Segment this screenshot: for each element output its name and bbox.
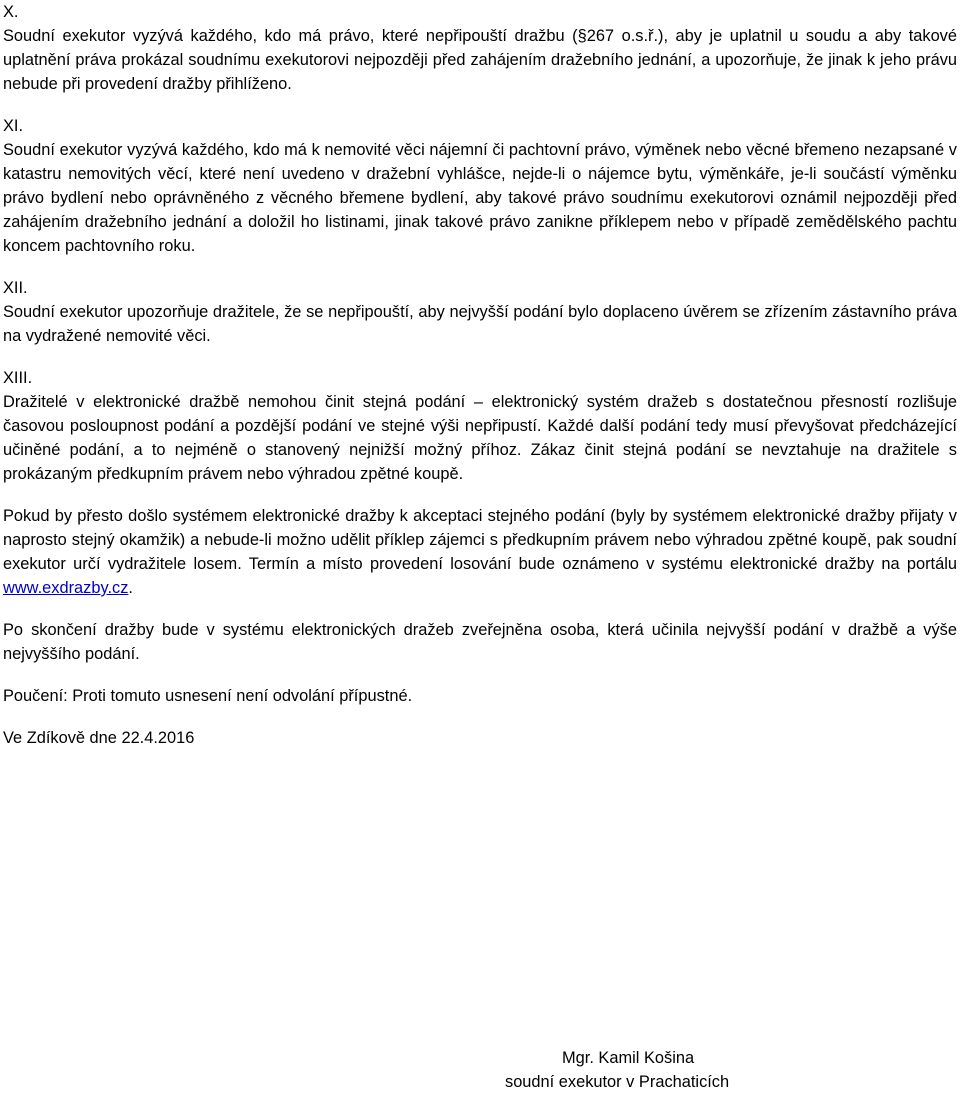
signature-role: soudní exekutor v Prachaticích: [505, 1073, 730, 1091]
section-heading: XIII.: [3, 369, 33, 387]
publication-paragraph: [3, 618, 957, 666]
section-heading: XI.: [3, 117, 24, 135]
section-xi: [3, 114, 957, 258]
signature-block: [505, 1046, 729, 1094]
section-heading: X.: [3, 3, 19, 21]
lottery-text: Pokud by přesto došlo systémem elektronické dražby k akceptaci stejného podání (byly by systémem elektronické dražby přijaty v naprosto stejný okamžik) a nebude-li možno udělit příklep zájemci s předkupním právem nebo výhradou zpětné koupě, pak soudní exekutor určí vydražitele losem. Termín a místo provedení losování bude oznámeno v systému elektronické dražby na portálu: [3, 507, 957, 573]
section-xiii: [3, 366, 957, 486]
signature-name: Mgr. Kamil Košina: [562, 1049, 695, 1067]
lottery-paragraph: [3, 504, 957, 600]
section-text: Soudní exekutor upozorňuje dražitele, že se nepřipouští, aby nejvyšší podání bylo doplaceno úvěrem se zřízením zástavního práva na vydražené nemovité věci.: [3, 303, 957, 345]
section-text: Dražitelé v elektronické dražbě nemohou činit stejná podání – elektronický systém dražeb s dostatečnou přesností rozlišuje časovou posloupnost podání a pozdější podání ve stejné výši nepřipustí. Každé další podání tedy musí převyšovat předcházející učiněné podání, a to nejméně o stanovený nejnižší možný příhoz. Zákaz činit stejná podání se nevztahuje na dražitele s prokázaným předkupním právem nebo výhradou zpětné koupě.: [3, 393, 957, 483]
section-x: [3, 0, 957, 96]
section-xii: [3, 276, 957, 348]
lottery-end: .: [128, 579, 133, 597]
section-text: Soudní exekutor vyzývá každého, kdo má k nemovité věci nájemní či pachtovní právo, výměnek nebo věcné břemeno nezapsané v katastru nemovitých věcí, které není uvedeno v dražební vyhlášce, nejde-li o nájemce bytu, výměnkáře, je-li součástí výměnku právo bydlení nebo oprávněného z věcného břemene bydlení, aby takové právo soudnímu exekutorovi oznámil nejpozději před zahájením dražebního jednání a doložil ho listinami, jinak takové právo zanikne příklepem nebo v případě zemědělského pachtu koncem pachtovního roku.: [3, 141, 957, 255]
lottery-text-block: [3, 504, 957, 600]
instruction-paragraph: [3, 684, 957, 708]
section-text: Soudní exekutor vyzývá každého, kdo má právo, které nepřipouští dražbu (§267 o.s.ř.), aby je uplatnil u soudu a aby takové uplatnění práva prokázal soudnímu exekutorovi nejpozději před zahájením dražebního jednání, a upozorňuje, že jinak k jeho právu nebude při provedení dražby přihlíženo.: [3, 27, 957, 93]
section-heading: XII.: [3, 279, 28, 297]
place-date-paragraph: [3, 726, 957, 750]
place-date-text: Ve Zdíkově dne 22.4.2016: [3, 729, 195, 747]
publication-text: Po skončení dražby bude v systému elektronických dražeb zveřejněna osoba, která učinila nejvyšší podání v dražbě a výše nejvyššího podání.: [3, 621, 957, 663]
portal-link[interactable]: www.exdrazby.cz: [3, 579, 129, 597]
instruction-text: Poučení: Proti tomuto usnesení není odvolání přípustné.: [3, 687, 413, 705]
